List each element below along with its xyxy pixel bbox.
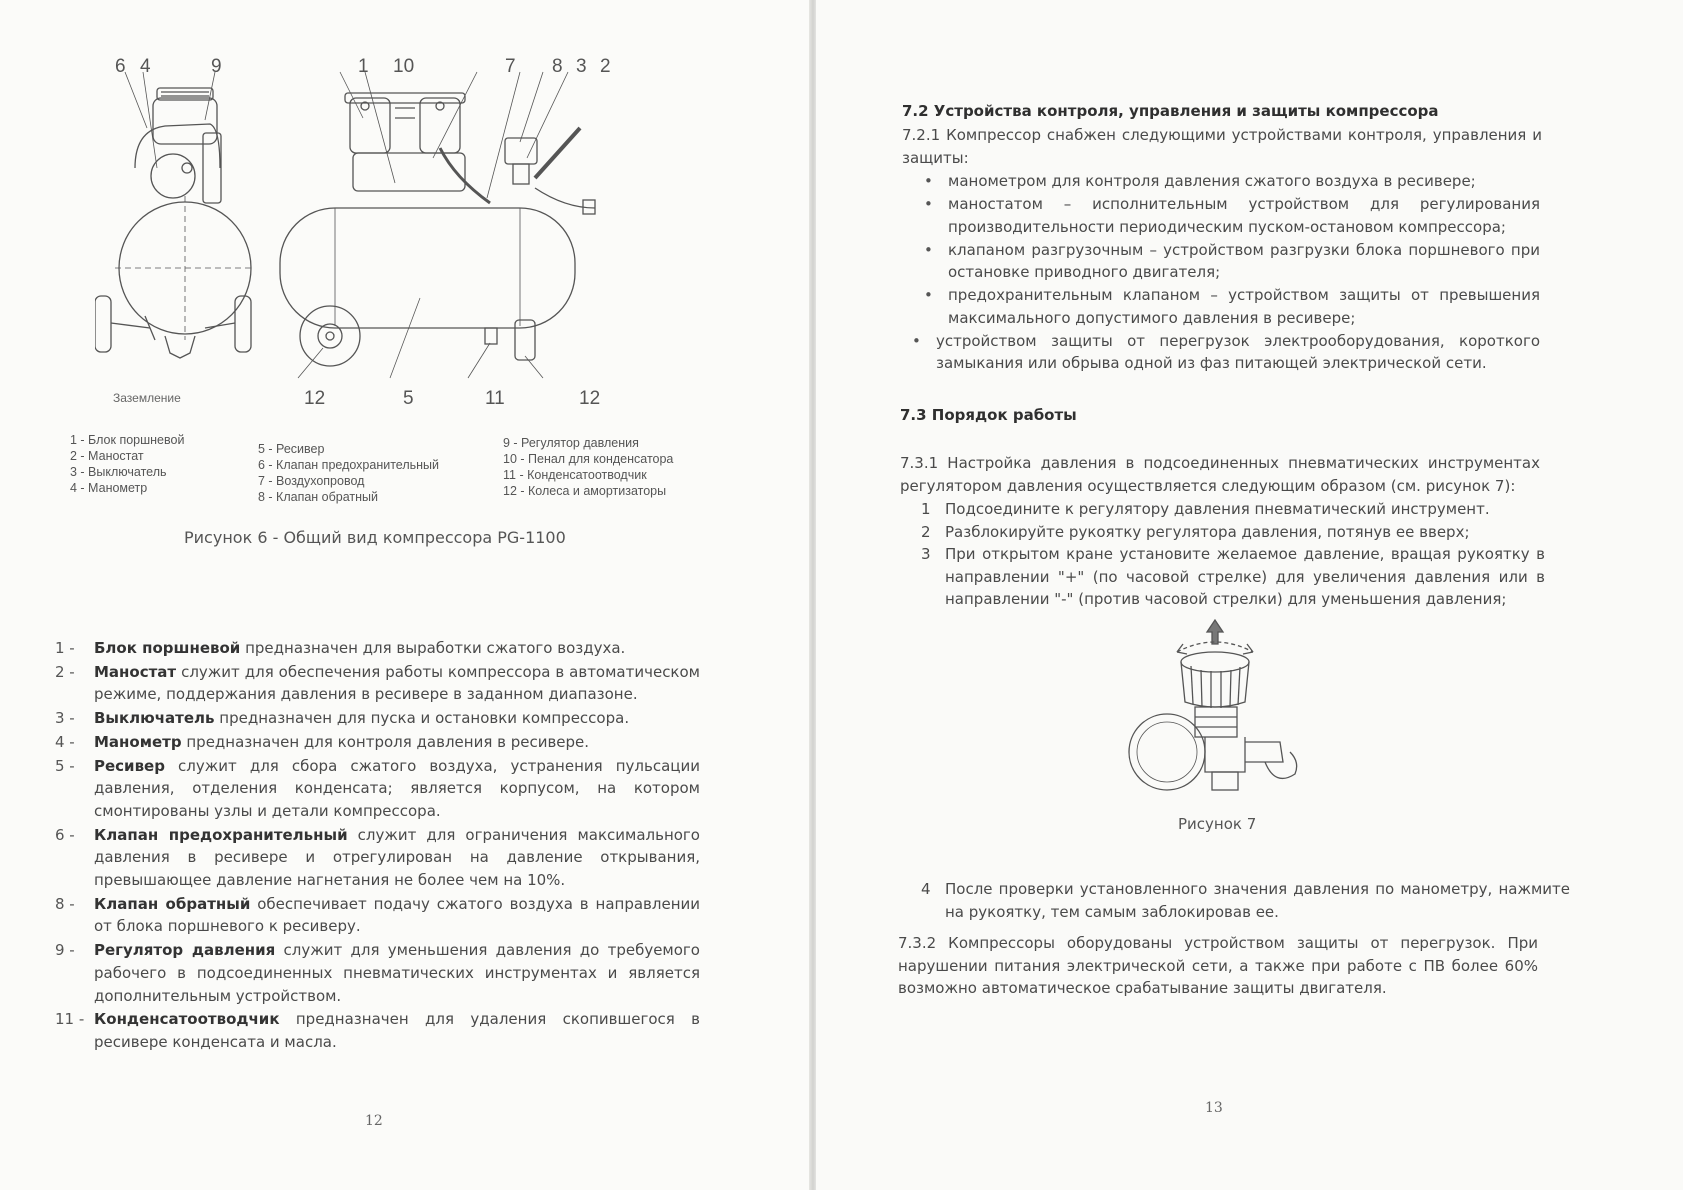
item-text: предназначен для удаления скопившегося в ресивере конденсата и масла. bbox=[94, 1010, 700, 1051]
list-item bbox=[55, 1008, 700, 1053]
compressor-drawing bbox=[95, 58, 655, 418]
list-item bbox=[55, 661, 700, 706]
step-number: 4 bbox=[921, 880, 931, 898]
section-7-3-title bbox=[900, 404, 1540, 427]
pressure-regulator-figure bbox=[1115, 612, 1315, 812]
item-text: служит для сбора сжатого воздуха, устранения пульсации давления, отделения конденсата; является корпусом, на котором смонтированы узлы и детали компрессора. bbox=[94, 756, 700, 820]
item-term: Выключатель bbox=[94, 709, 215, 728]
callout-label: 12 bbox=[579, 388, 601, 409]
legend-entry: 7 - Воздухопровод bbox=[258, 474, 365, 488]
page-number: 13 bbox=[1205, 1100, 1223, 1116]
legend-entry: 2 - Маностат bbox=[70, 449, 144, 463]
figure-7-caption: Рисунок 7 bbox=[1178, 815, 1257, 833]
list-item bbox=[915, 521, 1545, 544]
item-term: Клапан предохранительный bbox=[94, 825, 348, 844]
list-item: • предохранительным клапаном – устройством защиты от превышения максимального допустимого давления в ресивере; bbox=[920, 284, 1540, 329]
list-item bbox=[55, 637, 700, 660]
item-text: предназначен для пуска и остановки компрессора. bbox=[214, 709, 630, 728]
callout-label: 9 bbox=[211, 56, 222, 77]
list-item: • манометром для контроля давления сжатого воздуха в ресивере; bbox=[920, 170, 1540, 192]
devices-list bbox=[920, 170, 1540, 376]
callout-label: 1 bbox=[358, 56, 369, 77]
legend-entry: 10 - Пенал для конденсатора bbox=[503, 452, 674, 466]
section-7-2-1-intro: 7.2.1 Компрессор снабжен следующими устройствами контроля, управления и защиты: bbox=[902, 126, 1542, 167]
legend-entry: 3 - Выключатель bbox=[70, 465, 167, 479]
legend-entry: 9 - Регулятор давления bbox=[503, 436, 639, 450]
item-number: 1 - bbox=[55, 639, 75, 657]
item-term: Клапан обратный bbox=[94, 894, 251, 913]
figure-legend-col3 bbox=[503, 435, 673, 499]
grounding-label: Заземление bbox=[113, 391, 181, 405]
callout-label: 7 bbox=[505, 56, 516, 77]
item-text: служит для обеспечения работы компрессора в автоматическом режиме, поддержания давления в ресивере в заданном диапазоне. bbox=[94, 662, 700, 704]
step-number: 1 bbox=[921, 500, 931, 518]
callout-label: 10 bbox=[393, 56, 415, 77]
list-item bbox=[55, 824, 700, 892]
section-heading: 7.3 Порядок работы bbox=[900, 406, 1077, 424]
step-text: Подсоедините к регулятору давления пневматический инструмент. bbox=[945, 500, 1490, 518]
step-text: При открытом кране установите желаемое давление, вращая рукоятку в направлении "+" (по часовой стрелке) для увеличения давления или в направлении "-" (против часовой стрелки) для уменьшения давления; bbox=[945, 545, 1545, 609]
legend-entry: 4 - Манометр bbox=[70, 481, 148, 495]
step-text: После проверки установленного значения давления по манометру, нажмите на рукоятку, тем самым заблокировав ее. bbox=[945, 880, 1570, 921]
item-term: Ресивер bbox=[94, 756, 165, 775]
list-item bbox=[55, 755, 700, 823]
figure-legend-col1 bbox=[70, 432, 184, 496]
item-term: Блок поршневой bbox=[94, 639, 241, 657]
callout-label: 8 bbox=[552, 56, 563, 77]
step-number: 3 bbox=[921, 545, 931, 564]
item-number: 3 - bbox=[55, 709, 75, 728]
callout-label: 4 bbox=[140, 56, 151, 77]
page-12 bbox=[0, 0, 810, 1190]
item-number: 9 - bbox=[55, 941, 75, 960]
list-item bbox=[915, 878, 1570, 923]
item-number: 4 - bbox=[55, 732, 75, 751]
item-term: Регулятор давления bbox=[94, 941, 276, 960]
item-number: 6 - bbox=[55, 825, 75, 844]
list-item bbox=[915, 543, 1545, 611]
list-item bbox=[55, 893, 700, 938]
item-number: 8 - bbox=[55, 894, 75, 913]
page-number: 12 bbox=[365, 1113, 383, 1129]
legend-entry: 5 - Ресивер bbox=[258, 442, 325, 456]
item-term: Конденсатоотводчик bbox=[94, 1010, 280, 1029]
callout-label: 3 bbox=[576, 56, 587, 77]
legend-entry: 8 - Клапан обратный bbox=[258, 490, 379, 504]
callout-label: 6 bbox=[115, 56, 126, 77]
item-number: 5 - bbox=[55, 756, 75, 775]
legend-entry: 12 - Колеса и амортизаторы bbox=[503, 484, 667, 498]
item-text: обеспечивает подачу сжатого воздуха в направлении от блока поршневого к ресиверу. bbox=[94, 894, 700, 936]
item-term: Манометр bbox=[94, 732, 182, 751]
list-item bbox=[55, 731, 700, 754]
step-number: 2 bbox=[921, 522, 931, 541]
compressor-figure bbox=[95, 58, 655, 418]
item-text: предназначен для контроля давления в ресивере. bbox=[181, 732, 590, 751]
list-item: • устройством защиты от перегрузок электрооборудования, короткого замыкания или обрыва одной из фаз питающей электрической сети. bbox=[908, 330, 1540, 375]
section-7-2-title bbox=[902, 100, 1542, 123]
item-number: 11 - bbox=[55, 1010, 85, 1029]
legend-entry: 1 - Блок поршневой bbox=[70, 433, 185, 447]
regulator-drawing bbox=[1115, 612, 1315, 812]
section-7-3-2-text: 7.3.2 Компрессоры оборудованы устройством защиты от перегрузок. При нарушении питания электрической сети, а также при работе с ПВ более 60% возможно автоматическое срабатывание защиты двигателя. bbox=[898, 934, 1538, 998]
list-item: • клапаном разгрузочным – устройством разгрузки блока поршневого при остановке приводного двигателя; bbox=[920, 239, 1540, 284]
list-item bbox=[915, 498, 1545, 521]
list-item bbox=[55, 939, 700, 1007]
item-text: предназначен для выработки сжатого воздуха. bbox=[240, 639, 626, 657]
callout-label: 11 bbox=[485, 388, 505, 409]
component-descriptions bbox=[55, 637, 700, 1055]
item-text: служит для ограничения максимального давления в ресивере и отрегулирован на давление открывания, превышающее давление нагнетания не более чем на 10%. bbox=[94, 825, 700, 890]
callout-label: 12 bbox=[304, 388, 326, 409]
section-7-3-1-text: 7.3.1 Настройка давления в подсоединенных пневматических инструментах регулятором давления осуществляется следующим образом (см. рисунок 7): bbox=[900, 454, 1540, 495]
item-number: 2 - bbox=[55, 662, 75, 681]
legend-entry: 6 - Клапан предохранительный bbox=[258, 458, 440, 472]
figure-legend-col2 bbox=[258, 441, 439, 505]
section-heading: 7.2 Устройства контроля, управления и защиты компрессора bbox=[902, 102, 1439, 120]
list-item: • маностатом – исполнительным устройством для регулирования производительности периодическим пуском-остановом компрессора; bbox=[920, 193, 1540, 238]
callout-label: 5 bbox=[403, 388, 414, 409]
item-term: Маностат bbox=[94, 662, 177, 681]
figure-6-caption: Рисунок 6 - Общий вид компрессора PG-1100 bbox=[184, 528, 566, 547]
list-item bbox=[55, 707, 700, 730]
adjustment-steps bbox=[915, 498, 1545, 611]
callout-label: 2 bbox=[600, 56, 611, 77]
step-text: Разблокируйте рукоятку регулятора давления, потянув ее вверх; bbox=[945, 522, 1470, 541]
item-text: служит для уменьшения давления до требуемого рабочего в подсоединенных пневматических инструментах и является дополнительным устройством. bbox=[94, 941, 700, 1005]
legend-entry: 11 - Конденсатоотводчик bbox=[503, 468, 647, 482]
